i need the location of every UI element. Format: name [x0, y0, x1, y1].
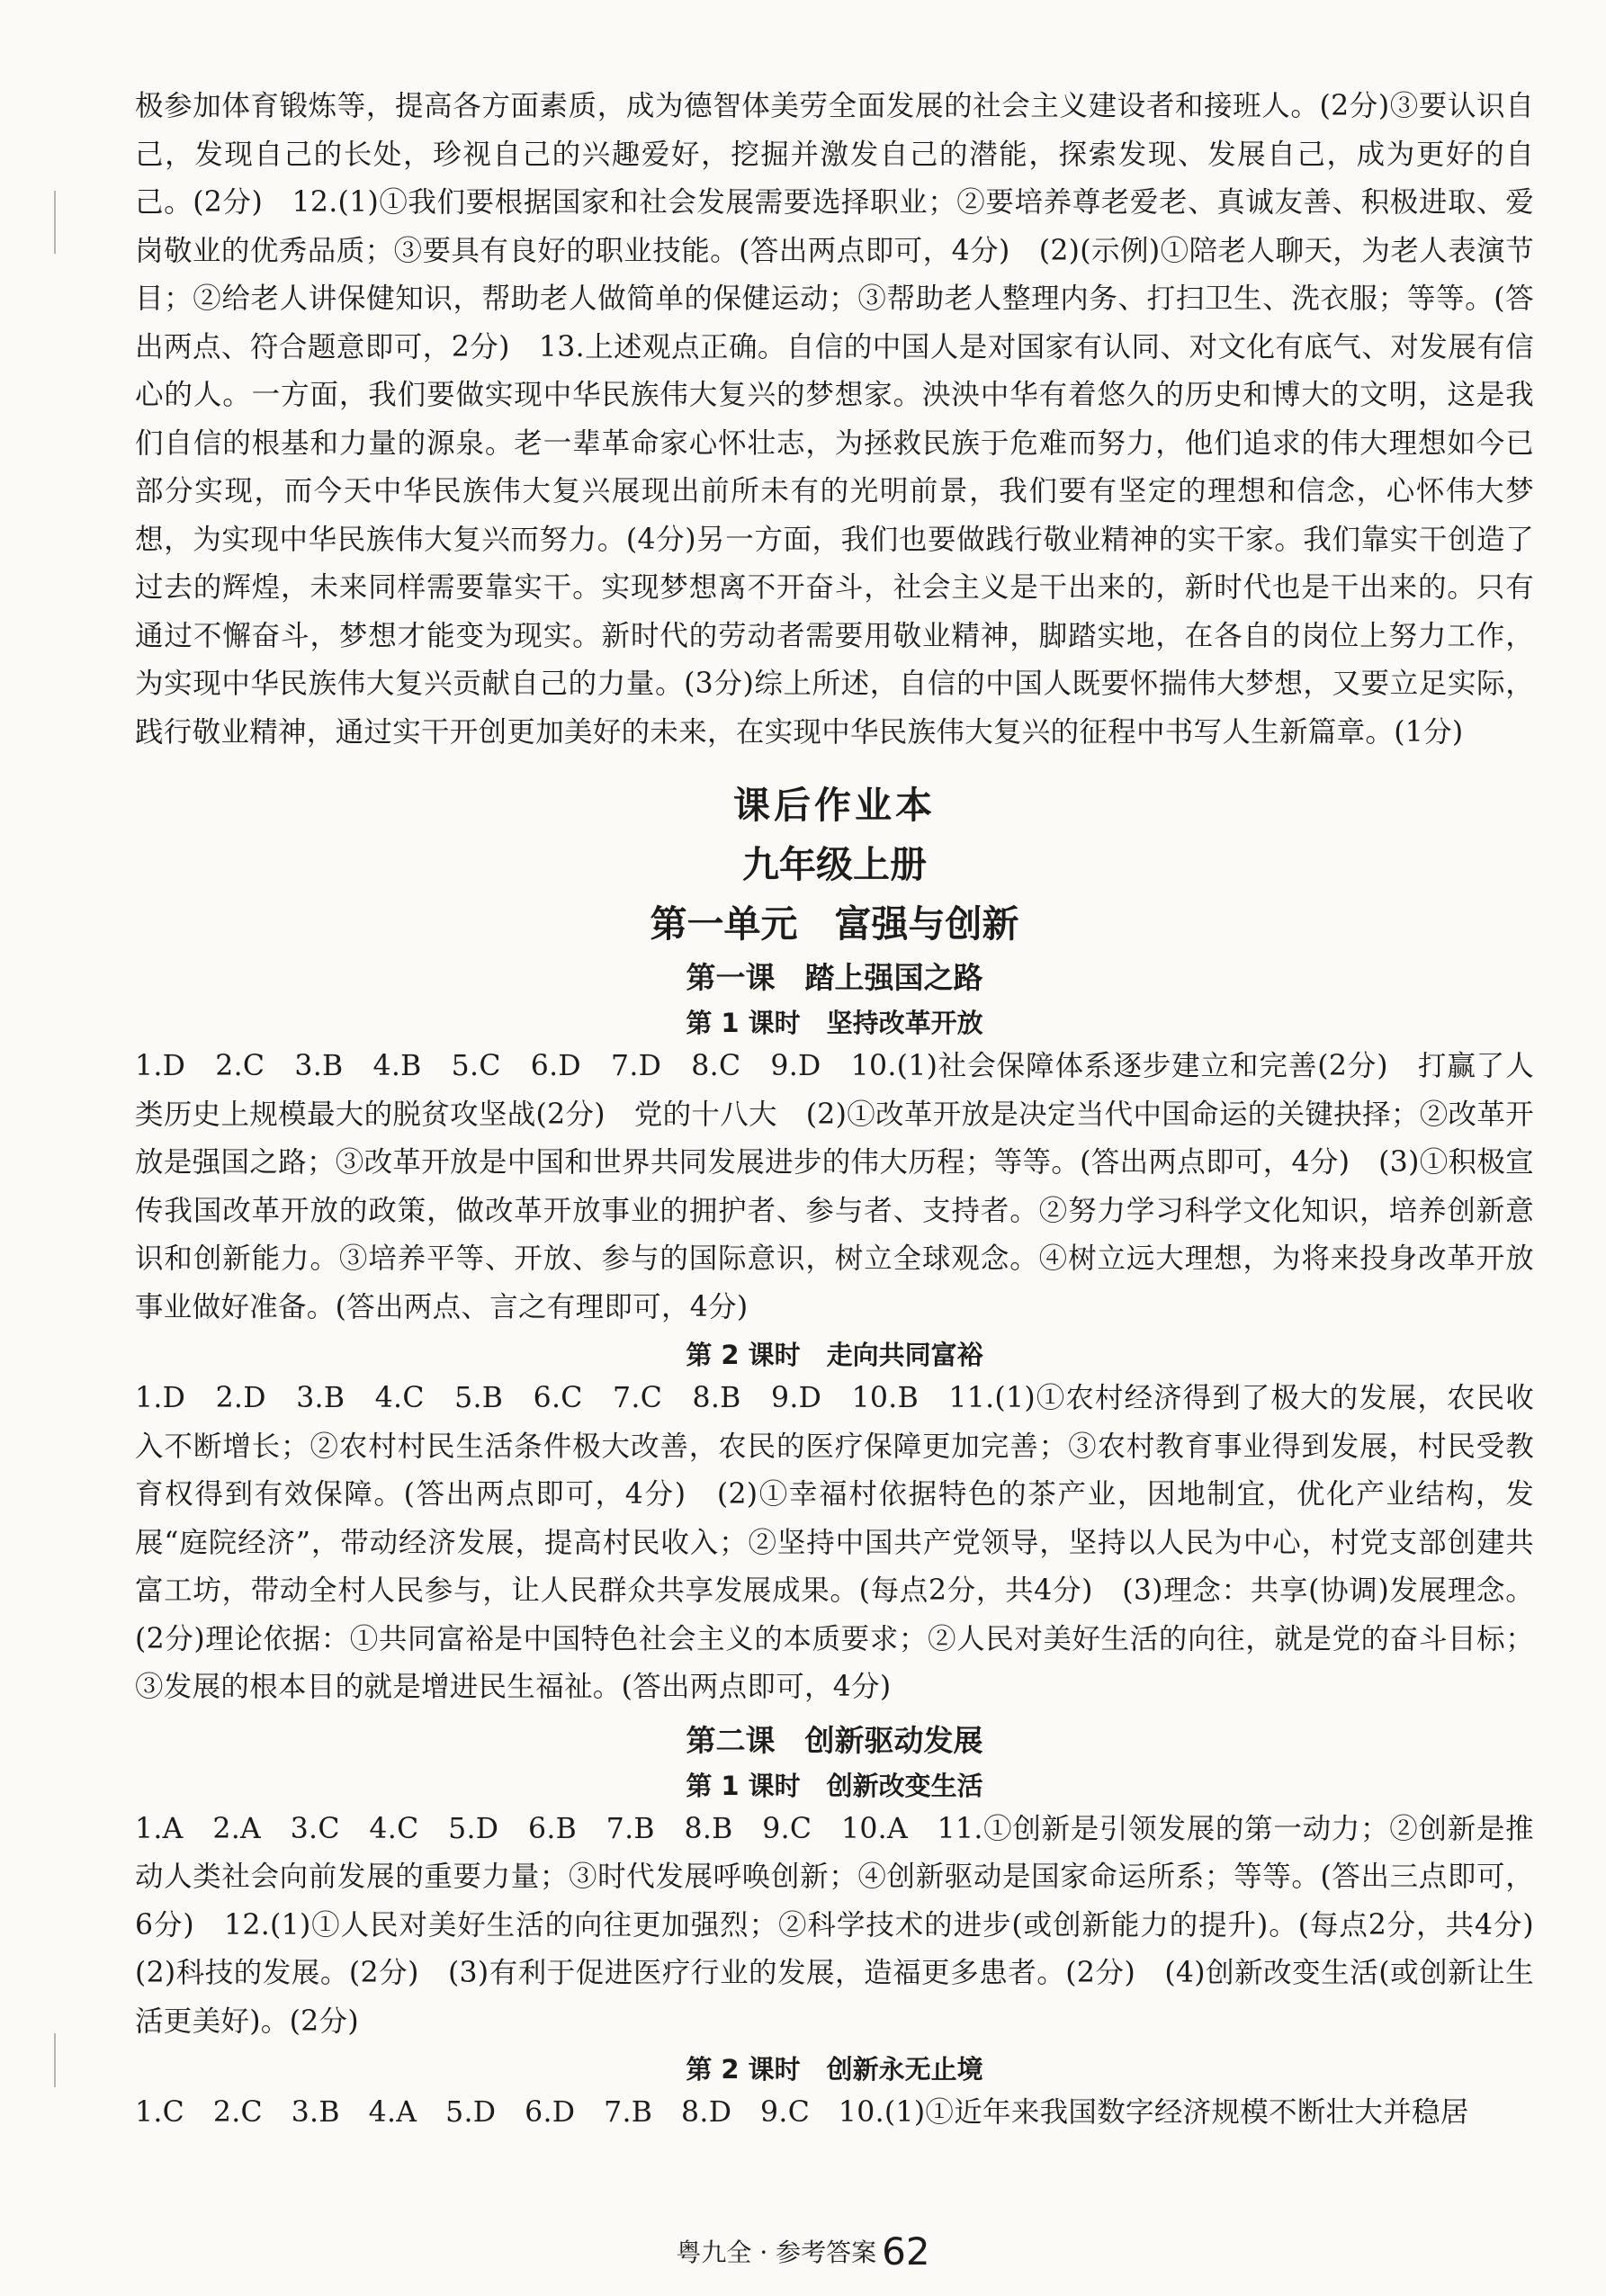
page-number: 62: [882, 2229, 930, 2274]
lesson-1-period-1-title: 第 1 课时 坚持改革开放: [686, 1008, 983, 1038]
lesson-2-title: 第二课 创新驱动发展: [686, 1722, 983, 1758]
lesson-2-period-2-title: 第 2 课时 创新永无止境: [686, 2054, 983, 2085]
page-footer: [0, 2229, 1606, 2274]
margin-mark-bottom: [54, 2033, 56, 2087]
lesson-2-period-2-answers: 1.C 2.C 3.B 4.A 5.D 6.D 7.B 8.D 9.C 10.(1)①近年来我国数字经济规模不断壮大并稳居: [135, 2096, 1469, 2129]
lesson-2-period-1-answers: 1.A 2.A 3.C 4.C 5.D 6.B 7.B 8.B 9.C 10.A 11.①创新是引领发展的第一动力；②创新是推动人类社会向前发展的重要力量；③时代发展呼唤创新；④创新驱动是国家命运所系；等等。(答出三点即可，6分) 12.(1)①人民对美好生活的向往更加强烈；②科学技术的进步(或创新能力的提升)。(每点2分，共4分) (2)科技的发展。(2分) (3)有利于促进医疗行业的发展，造福更多患者。(2分) (4)创新改变生活(或创新让生活更美好)。(2分): [135, 1812, 1563, 2038]
lesson-1-title: 第一课 踏上强国之路: [686, 960, 983, 995]
continued-answer-block: 极参加体育锻炼等，提高各方面素质，成为德智体美劳全面发展的社会主义建设者和接班人。(2分)③要认识自己，发现自己的长处，珍视自己的兴趣爱好，挖掘并激发自己的潜能，探索发现、发展自己，成为更好的自己。(2分) 12.(1)①我们要根据国家和社会发展需要选择职业；②要培养尊老爱老、真诚友善、积极进取、爱岗敬业的优秀品质；③要具有良好的职业技能。(答出两点即可，4分) (2)(示例)①陪老人聊天，为老人表演节目；②给老人讲保健知识，帮助老人做简单的保健运动；③帮助老人整理内务、打扫卫生、洗衣服；等等。(答出两点、符合题意即可，2分) 13.上述观点正确。自信的中国人是对国家有认同、对文化有底气、对发展有信心的人。一方面，我们要做实现中华民族伟大复兴的梦想家。泱泱中华有着悠久的历史和博大的文明，这是我们自信的根基和力量的源泉。老一辈革命家心怀壮志，为拯救民族于危难而努力，他们追求的伟大理想如今已部分实现，而今天中华民族伟大复兴展现出前所未有的光明前景，我们要有坚定的理想和信念，心怀伟大梦想，为实现中华民族伟大复兴而努力。(4分)另一方面，我们也要做践行敬业精神的实干家。我们靠实干创造了过去的辉煌，未来同样需要靠实干。实现梦想离不开奋斗，社会主义是干出来的，新时代也是干出来的。只有通过不懈奋斗，梦想才能变为现实。新时代的劳动者需要用敬业精神，脚踏实地，在各自的岗位上努力工作，为实现中华民族伟大复兴贡献自己的力量。(3分)综上所述，自信的中国人既要怀揣伟大梦想，又要立足实际，践行敬业精神，通过实干开创更加美好的未来，在实现中华民族伟大复兴的征程中书写人生新篇章。(1分): [135, 90, 1534, 749]
lesson-1-period-1-answers: 1.D 2.C 3.B 4.B 5.C 6.D 7.D 8.C 9.D 10.(1)社会保障体系逐步建立和完善(2分) 打赢了人类历史上规模最大的脱贫攻坚战(2分) 党的十八大 (2)①改革开放是决定当代中国命运的关键抉择；②改革开放是强国之路；③改革开放是中国和世界共同发展进步的伟大历程；等等。(答出两点即可，4分) (3)①积极宣传我国改革开放的政策，做改革开放事业的拥护者、参与者、支持者。②努力学习科学文化知识，培养创新意识和创新能力。③培养平等、开放、参与的国际意识，树立全球观念。④树立远大理想，为将来投身改革开放事业做好准备。(答出两点、言之有理即可，4分): [135, 1050, 1534, 1323]
lesson-1-period-2-title: 第 2 课时 走向共同富裕: [686, 1340, 983, 1370]
unit-title: 第一单元 富强与创新: [650, 902, 1019, 946]
footer-label: 粤九全 · 参考答案: [676, 2238, 877, 2267]
margin-mark-top: [54, 191, 56, 254]
grade-title: 九年级上册: [742, 843, 927, 886]
book-title: 课后作业本: [733, 784, 936, 827]
lesson-1-period-2-answers: 1.D 2.D 3.B 4.C 5.B 6.C 7.C 8.B 9.D 10.B 11.(1)①农村经济得到了极大的发展，农民收入不断增长；②农村村民生活条件极大改善，农民的医疗保障更加完善；③农村教育事业得到发展，村民受教育权得到有效保障。(答出两点即可，4分) (2)①幸福村依据特色的茶产业，因地制宜，优化产业结构，发展“庭院经济”，带动经济发展，提高村民收入；②坚持中国共产党领导，坚持以人民为中心，村党支部创建共富工坊，带动全村人民参与，让人民群众共享发展成果。(每点2分，共4分) (3)理念：共享(协调)发展理念。(2分)理论依据：①共同富裕是中国特色社会主义的本质要求；②人民对美好生活的向往，就是党的奋斗目标；③发展的根本目的就是增进民生福祉。(答出两点即可，4分): [135, 1382, 1534, 1703]
answer-page: [135, 83, 1563, 2138]
lesson-2-period-1-title: 第 1 课时 创新改变生活: [686, 1770, 983, 1801]
